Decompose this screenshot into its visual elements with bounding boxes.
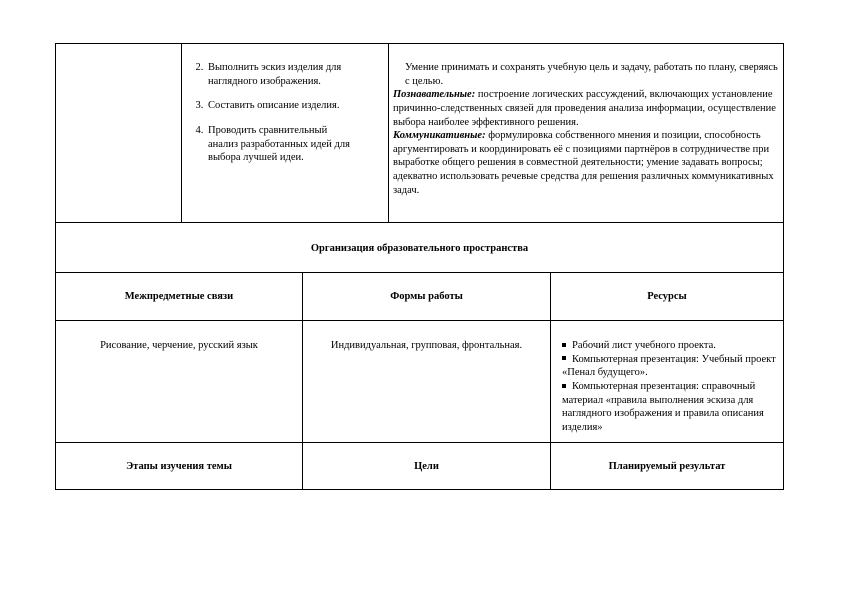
cognitive-label: Познавательные: — [393, 89, 476, 101]
header-result: Планируемый результат — [608, 461, 726, 472]
resource-item: Рабочий лист учебного проекта. — [562, 339, 782, 353]
tasks-list — [186, 61, 356, 165]
communicative-text: формулировка собственного мнения и позиции, способность аргументировать и координировать её с позициями партнёров в сотрудничестве при выработке общего решения в совместной деятельности; умение задавать вопросы; адекватно использовать речевые средства для решения различных коммуникативных задач. — [393, 130, 774, 196]
bullet-icon — [562, 343, 566, 347]
resource-item: Компьютерная презентация: Учебный проект «Пенал будущего». — [562, 353, 776, 379]
communicative-block — [393, 129, 781, 197]
row-divider — [56, 442, 783, 443]
column-divider — [388, 44, 389, 222]
lesson-plan-table — [55, 43, 784, 490]
section-title: Организация образовательного пространства — [310, 243, 529, 254]
task-item: 2. Выполнить эскиз изделия для наглядного изображения. — [206, 61, 356, 88]
row-divider — [56, 272, 783, 273]
task-item: 4. Проводить сравнительный анализ разработанных идей для выбора лучшей идеи. — [206, 124, 356, 165]
header-goals: Цели — [414, 461, 439, 472]
bullet-icon — [562, 384, 566, 388]
resources-cell — [552, 339, 782, 434]
row-divider — [56, 320, 783, 321]
tasks-cell — [186, 61, 356, 176]
cognitive-text: построение логических рассуждений, включающих установление причинно-следственных связей для проведения анализа информации, осуществление выбора наиболее эффективного решения. — [393, 89, 776, 128]
value-forms: Индивидуальная, групповая, фронтальная. — [330, 340, 523, 351]
resource-item: Компьютерная презентация: справочный материал «правила выполнения эскиза для наглядного изображения и правила описания изделия» — [562, 380, 764, 433]
bullet-icon — [562, 356, 566, 360]
row-divider — [56, 222, 783, 223]
communicative-label: Коммуникативные: — [393, 130, 486, 142]
header-forms: Формы работы — [390, 291, 463, 302]
cognitive-block — [393, 88, 781, 129]
resources-list — [552, 339, 782, 434]
uud-cell — [393, 61, 781, 197]
column-divider — [302, 272, 303, 490]
column-divider — [550, 272, 551, 490]
column-divider — [181, 44, 182, 222]
task-item: 3. Составить описание изделия. — [206, 99, 356, 113]
value-links: Рисование, черчение, русский язык — [100, 340, 258, 351]
header-resources: Ресурсы — [647, 291, 687, 302]
regulative-text: Умение принимать и сохранять учебную цель и задачу, работать по плану, сверяясь с целью. — [405, 62, 778, 87]
header-stages: Этапы изучения темы — [126, 461, 232, 472]
header-links: Межпредметные связи — [124, 291, 234, 302]
